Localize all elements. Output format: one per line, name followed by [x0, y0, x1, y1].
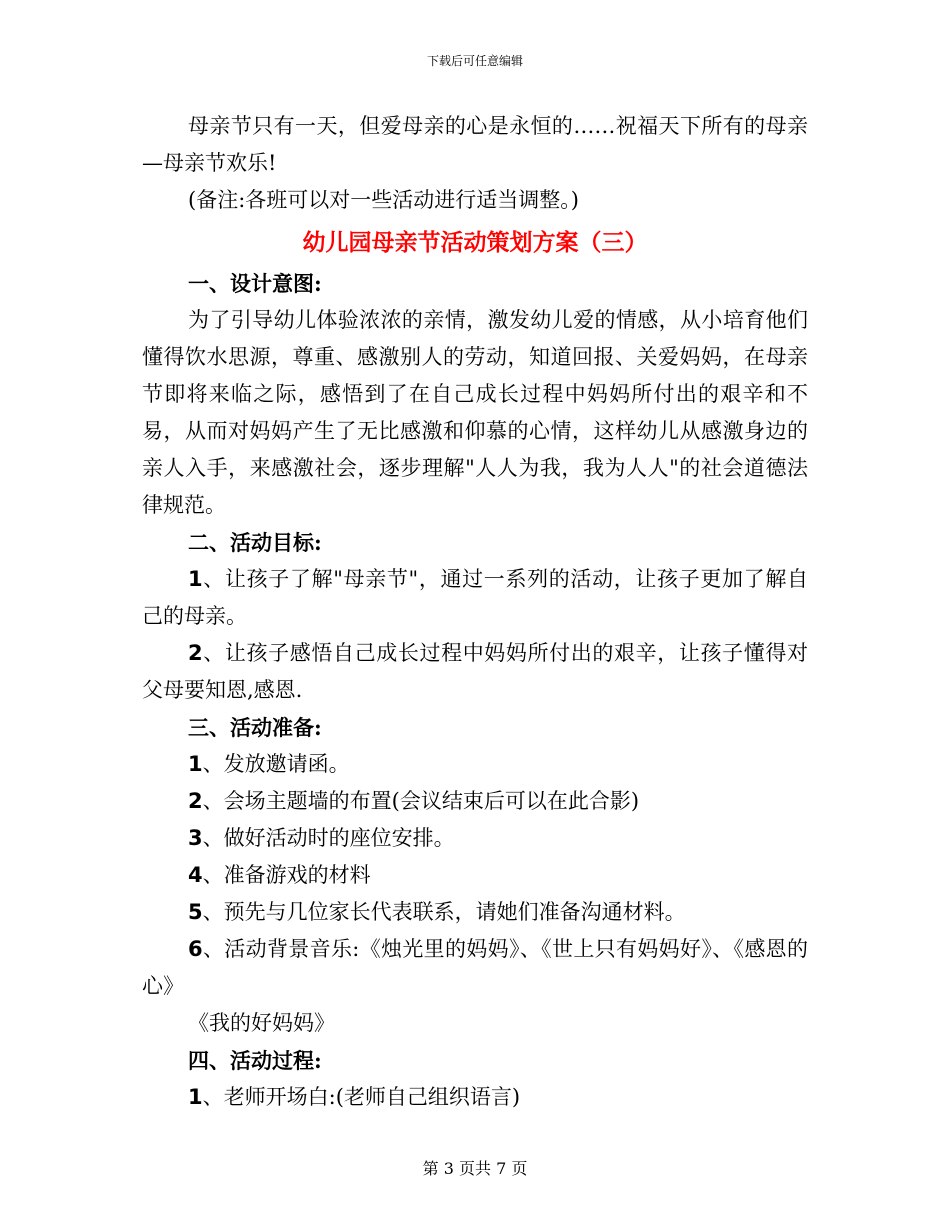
section-heading-design: 一、设计意图:: [188, 271, 322, 296]
prep-item: [142, 931, 808, 1005]
prep-item: [142, 746, 808, 783]
prep-item-text: 、做好活动时的座位安排。: [202, 826, 455, 850]
prep-item-number: 3: [188, 826, 203, 850]
prep-item-number: 4: [188, 863, 203, 887]
intro-paragraph: 母亲节只有一天，但爱母亲的心是永恒的……祝福天下所有的母亲—母亲节欢乐!: [142, 114, 808, 175]
prep-item: [142, 894, 808, 931]
prep-item: [142, 783, 808, 820]
section-heading-process: 四、活动过程:: [188, 1048, 322, 1073]
goal-item-text: 、让孩子了解"母亲节"，通过一系列的活动，让孩子更加了解自己的母亲。: [142, 567, 808, 628]
prep-item: [142, 820, 808, 857]
prep-item-number: 5: [188, 900, 203, 924]
document-body: [142, 108, 808, 1116]
document-title: 幼儿园母亲节活动策划方案（三）: [302, 229, 648, 256]
goal-item-text: 、让孩子感悟自己成长过程中妈妈所付出的艰辛，让孩子懂得对父母要知恩,感恩.: [142, 641, 808, 702]
design-paragraph: 为了引导幼儿体验浓浓的亲情，激发幼儿爱的情感，从小培育他们懂得饮水思源，尊重、感激别人的劳动，知道回报、关爱妈妈，在母亲节即将来临之际，感悟到了在自己成长过程中妈妈所付出的艰辛和不易，从而对妈妈产生了无比感激和仰慕的心情，这样幼儿从感激身边的亲人入手，来感激社会，逐步理解"人人为我，我为人人"的社会道德法律规范。: [142, 308, 808, 517]
prep-item-number: 1: [188, 752, 203, 776]
note-paragraph: (备注:各班可以对一些活动进行适当调整。): [188, 188, 579, 212]
prep-extra-line: 《我的好妈妈》: [188, 1011, 335, 1035]
process-item-number: 1: [188, 1085, 203, 1109]
process-item-text: 、老师开场白:(老师自己组织语言): [202, 1085, 521, 1109]
prep-item-number: 2: [188, 789, 203, 813]
page-header: 下载后可任意编辑: [426, 54, 523, 68]
prep-item-number: 6: [188, 937, 203, 961]
process-item: [142, 1079, 808, 1116]
prep-item: [142, 857, 808, 894]
section-heading-preparation: 三、活动准备:: [188, 715, 322, 740]
prep-item-text: 、发放邀请函。: [202, 752, 350, 776]
prep-item-text: 、活动背景音乐:《烛光里的妈妈》、《世上只有妈妈好》、《感恩的心》: [142, 937, 808, 998]
goal-item: [142, 561, 808, 635]
prep-item-text: 、预先与几位家长代表联系，请她们准备沟通材料。: [202, 900, 686, 924]
goal-item: [142, 635, 808, 709]
goal-item-number: 2: [188, 641, 203, 665]
prep-item-text: 、会场主题墙的布置(会议结束后可以在此合影): [202, 789, 640, 813]
goal-item-number: 1: [188, 567, 203, 591]
section-heading-goals: 二、活动目标:: [188, 530, 322, 555]
prep-item-text: 、准备游戏的材料: [202, 863, 371, 887]
page-footer: 第 3 页共 7 页: [422, 1159, 528, 1178]
